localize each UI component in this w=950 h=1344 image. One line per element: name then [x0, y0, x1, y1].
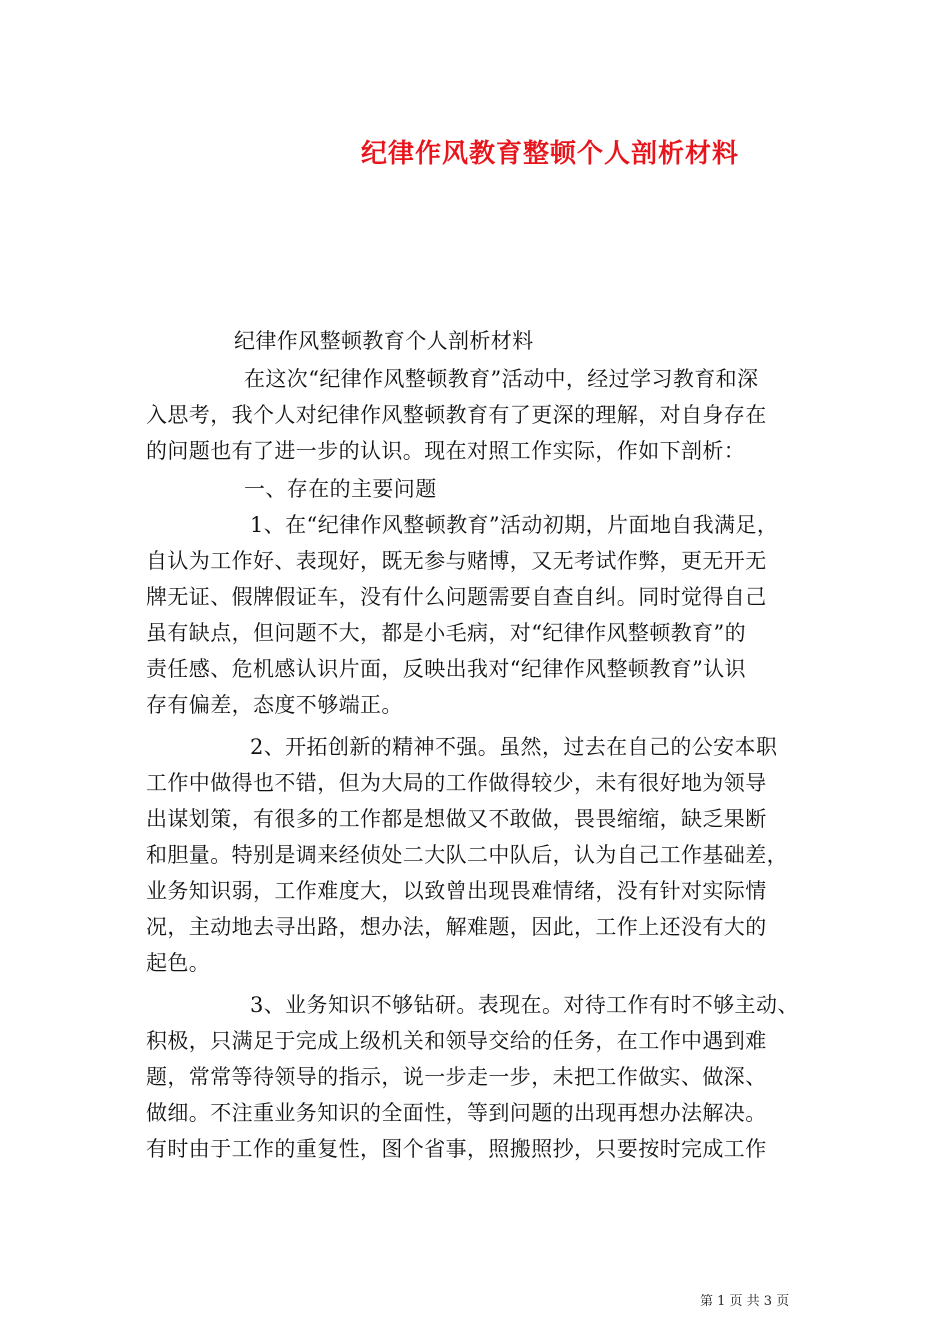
paragraph-line: 做细。不注重业务知识的全面性，等到问题的出现再想办法解决。	[146, 1101, 767, 1125]
paragraph-line: 自认为工作好、表现好，既无参与赌博，又无考试作弊，更无开无	[146, 549, 767, 573]
section-heading: 一、存在的主要问题	[244, 477, 437, 501]
paragraph-line: 3、业务知识不够钻研。表现在。对待工作有时不够主动、	[250, 993, 799, 1017]
paragraph-line: 积极，只满足于完成上级机关和领导交给的任务，在工作中遇到难	[146, 1029, 767, 1053]
subtitle-line: 纪律作风整顿教育个人剖析材料	[234, 329, 534, 353]
paragraph-line: 出谋划策，有很多的工作都是想做又不敢做，畏畏缩缩，缺乏果断	[146, 807, 767, 831]
paragraph-line: 1、在“纪律作风整顿教育”活动初期，片面地自我满足，	[250, 513, 779, 537]
paragraph-line: 况，主动地去寻出路，想办法，解难题，因此，工作上还没有大的	[146, 915, 767, 939]
paragraph-line: 有时由于工作的重复性，图个省事，照搬照抄，只要按时完成工作	[146, 1137, 767, 1161]
document-title: 纪律作风教育整顿个人剖析材料	[360, 139, 739, 169]
paragraph-line: 起色。	[146, 951, 211, 975]
paragraph-line: 题，常常等待领导的指示，说一步走一步，未把工作做实、做深、	[146, 1065, 767, 1089]
title-area	[0, 0, 950, 200]
paragraph-line: 存有偏差，态度不够端正。	[146, 693, 403, 717]
paragraph-line: 虽有缺点，但问题不大，都是小毛病，对“纪律作风整顿教育”的	[146, 621, 747, 645]
paragraph-line: 2、开拓创新的精神不强。虽然，过去在自己的公安本职	[250, 735, 778, 759]
page-footer: 第 1 页 共 3 页	[700, 1294, 790, 1309]
paragraph-line: 在这次“纪律作风整顿教育”活动中，经过学习教育和深	[244, 367, 759, 391]
paragraph-line: 入思考，我个人对纪律作风整顿教育有了更深的理解，对自身存在	[146, 403, 767, 427]
paragraph-line: 责任感、危机感认识片面，反映出我对“纪律作风整顿教育”认识	[146, 657, 747, 681]
paragraph-line: 和胆量。特别是调来经侦处二大队二中队后，认为自己工作基础差，	[146, 843, 788, 867]
paragraph-line: 工作中做得也不错，但为大局的工作做得较少，未有很好地为领导	[146, 771, 767, 795]
paragraph-line: 的问题也有了进一步的认识。现在对照工作实际，作如下剖析：	[146, 439, 746, 463]
paragraph-line: 业务知识弱，工作难度大，以致曾出现畏难情绪，没有针对实际情	[146, 879, 767, 903]
paragraph-line: 牌无证、假牌假证车，没有什么问题需要自查自纠。同时觉得自己	[146, 585, 767, 609]
